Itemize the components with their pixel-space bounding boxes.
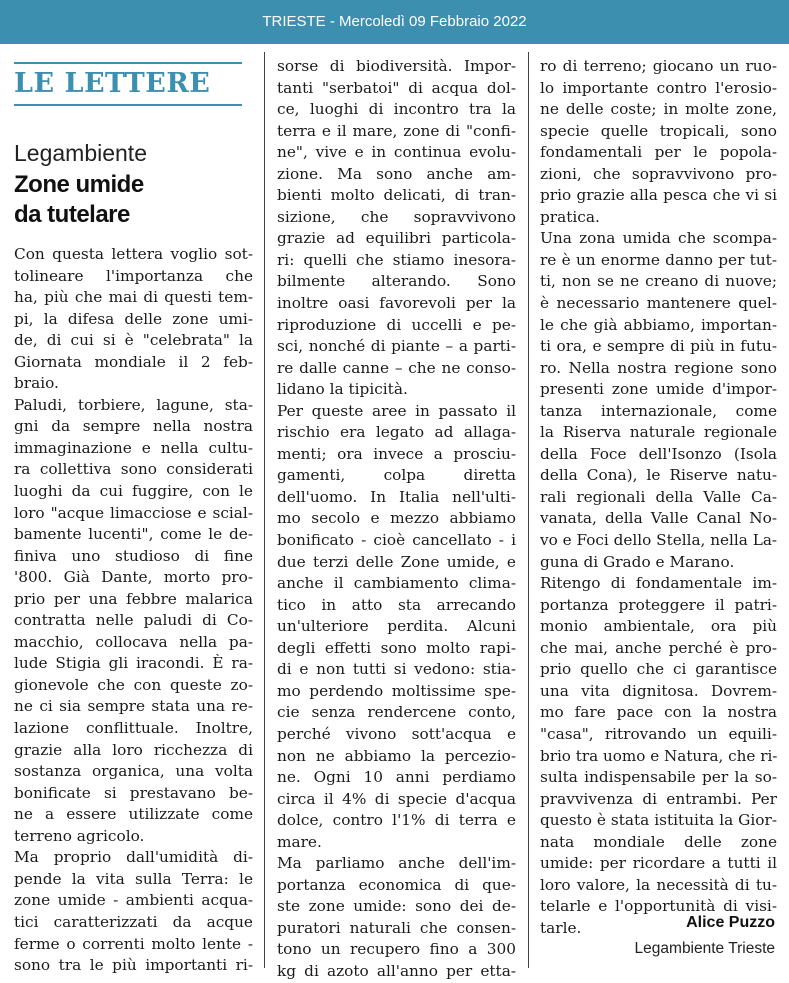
article-line: ha, più che mai di questi tem-: [14, 288, 253, 307]
article-line: Giornata mondiale il 2 feb-: [14, 352, 253, 371]
article-line: le che già abbiamo, importan-: [540, 315, 777, 334]
article-line: ra collettiva sono considerati: [14, 460, 253, 479]
article-line: tico in atto sta arrecando: [277, 595, 516, 614]
article-line: ne a essere utilizzate come: [14, 805, 253, 824]
article-line: ce, luoghi di incontro tra la: [277, 100, 516, 119]
article-line: la Riserva naturale regionale: [540, 423, 777, 442]
article-line: bienti molto delicati, di tran-: [277, 186, 516, 205]
article-line: sorse di biodiversità. Impor-: [277, 57, 516, 75]
article-line: ste zone umide: sono dei de-: [277, 897, 516, 916]
article-line: pratica.: [540, 207, 600, 226]
article-line: della Cona), le Riserve natu-: [540, 466, 777, 485]
article-line: bonificate si prestavano be-: [14, 783, 253, 802]
article-line: sulta indispensabile per la so-: [540, 768, 777, 787]
article-line: riproduzione di uccelli e pe-: [277, 315, 516, 334]
article-line: de, di cui si è "celebrata" la: [14, 331, 253, 350]
article-line: monio ambientale, ora più: [540, 617, 777, 636]
article-line: Con questa lettera voglio sot-: [14, 245, 253, 263]
signature-name: Alice Puzzo: [686, 914, 775, 931]
article-line: nata mondiale delle zone: [540, 832, 777, 851]
article-line: '800. Già Dante, morto pro-: [14, 568, 253, 587]
article-line: rischio era legato ad allaga-: [277, 423, 516, 442]
article-line: mo secolo e mezzo abbiamo: [277, 509, 516, 528]
dateline: TRIESTE - Mercoledì 09 Febbraio 2022: [262, 13, 527, 30]
article-line: ro di terreno; giocano un ruo-: [540, 57, 777, 75]
article-line: fondamentali per le popola-: [540, 143, 777, 162]
column-rule-2: [528, 52, 529, 968]
article-line: questo è stata istituita la Gior-: [540, 811, 777, 830]
article-line: Paludi, torbiere, lagune, sta-: [14, 395, 253, 414]
article-line: prio per una febbre malarica: [14, 589, 253, 608]
article-line: ro. Nella nostra regione sono: [540, 358, 777, 377]
article-line: tarle.: [540, 918, 582, 937]
article-line: kg di azoto all'anno per etta-: [277, 961, 516, 980]
article-line: macchio, collocava nella pa-: [14, 632, 253, 651]
article-line: prio grazie alla pesca che vi si: [540, 186, 777, 205]
article-line: immaginazione e nella cultu-: [14, 438, 253, 457]
article-line: inoltre oasi favorevoli per la: [277, 294, 516, 313]
article-line: pi, la difesa delle zone umi-: [14, 309, 253, 328]
article-line: pravvivenza di entrambi. Per: [540, 789, 777, 808]
article-line: perché vivono sott'acqua e: [277, 724, 516, 743]
article-line: dolce, contro l'1% di terra e: [277, 811, 516, 830]
article-line: ne ci sia sempre stata una re-: [14, 697, 253, 716]
article-line: mare.: [277, 832, 322, 851]
article-line: prio quello che ci garantisce: [540, 660, 777, 679]
article-column-3: [540, 56, 777, 939]
article-line: mo perdendo moltissime spe-: [277, 681, 516, 700]
article-line: gionevole che con queste zo-: [14, 675, 253, 694]
article-line: tolineare l'importanza che: [14, 266, 253, 285]
article-line: ne delle coste; in molte zone,: [540, 100, 777, 119]
article-line: sono tra le più importanti ri-: [14, 956, 253, 975]
article-line: dell'uomo. In Italia nell'ulti-: [277, 487, 516, 506]
article-line: degli effetti sono molto rapi-: [277, 638, 516, 657]
article-line: della Foce dell'Isonzo (Isola: [540, 444, 777, 463]
article-line: loro valore, la necessità di tu-: [540, 875, 777, 894]
article-line: puratori naturali che consen-: [277, 918, 516, 937]
article-line: tono un recupero fino a 300: [277, 940, 516, 959]
article-line: telarle e l'opportunità di visi-: [540, 897, 777, 916]
article-kicker: Legambiente: [14, 140, 147, 166]
article-line: menti; ora invece a prosciu-: [277, 444, 516, 463]
article-line: Una zona umida che scompa-: [540, 229, 777, 248]
article-line: grazie ad equilibri particola-: [277, 229, 516, 248]
article-line: ferme o correnti molto lente -: [14, 934, 253, 953]
article-line: cie senza rendercene conto,: [277, 703, 516, 722]
article-line: mo fare pace con la nostra: [540, 703, 777, 722]
article-line: grazie alla loro ricchezza di: [14, 740, 253, 759]
article-line: lude Stigia gli iracondi. È ra-: [14, 654, 253, 673]
article-line: guna di Grado e Marano.: [540, 552, 735, 571]
article-line: è necessario mantenere quel-: [540, 294, 777, 313]
article-line: una vita dignitosa. Dovrem-: [540, 681, 777, 700]
article-line: specie quelle tropicali, sono: [540, 121, 777, 140]
article-line: zone umide - ambienti acqua-: [14, 891, 253, 910]
article-line: lidano la tipicità.: [277, 380, 408, 399]
article-line: non ne abbiamo la percezio-: [277, 746, 516, 765]
article-line: zioni, che sopravvivono pro-: [540, 164, 777, 183]
article-line: re dalle canne – che ne conso-: [277, 358, 516, 377]
article-line: di e non tutti si vedono: stia-: [277, 660, 516, 679]
article-line: pende la vita sulla Terra: le: [14, 869, 253, 888]
article-line: tici caratterizzati da acque: [14, 912, 253, 931]
section-label: [14, 62, 242, 106]
article-line: re è un enorme danno per tut-: [540, 250, 777, 269]
article-line: loro "acque limacciose e scial-: [14, 503, 253, 522]
article-line: ti ora, e sempre di più in futu-: [540, 337, 777, 356]
article-line: vo e Foci dello Stella, nella La-: [540, 531, 778, 550]
article-line: anche il cambiamento clima-: [277, 574, 516, 593]
article-line: brio tra uomo e Natura, che ri-: [540, 746, 778, 765]
article-line: Ma parliamo anche dell'im-: [277, 854, 516, 873]
article-line: terreno agricolo.: [14, 826, 145, 845]
article-line: gni da sempre nella nostra: [14, 417, 253, 436]
article-line: terra e il mare, zone di "confi-: [277, 121, 516, 140]
section-title: LE LETTERE: [14, 68, 211, 99]
article-line: zione. Ma sono anche am-: [277, 164, 516, 183]
article-line: sizione, che sopravvivono: [277, 207, 516, 226]
article-line: lazione conflittuale. Inoltre,: [14, 719, 253, 738]
article-line: braio.: [14, 374, 59, 393]
article-line: Ritengo di fondamentale im-: [540, 574, 777, 593]
article-line: che mai, anche perché è pro-: [540, 638, 777, 657]
article-line: Ma proprio dall'umidità di-: [14, 848, 253, 867]
dateline-bar: [0, 0, 789, 44]
article-line: ri: quelli che stiamo inesora-: [277, 250, 516, 269]
article-line: umide: per ricordare a tutti il: [540, 854, 777, 873]
article-line: ti, non se ne creano di nuove;: [540, 272, 777, 291]
article-line: sostanza organica, una volta: [14, 762, 253, 781]
column-rule-1: [264, 52, 265, 968]
article-line: bamente lucenti", come le de-: [14, 525, 253, 544]
article-line: portanza proteggere il patri-: [540, 595, 777, 614]
article-line: finiva uno studioso di fine: [14, 546, 253, 565]
article-line: tanza internazionale, come: [540, 401, 777, 420]
article-line: vanata, della Valle Canal No-: [540, 509, 777, 528]
article-line: lo importante contro l'erosio-: [540, 78, 777, 97]
article-line: "casa", ritrovando un equili-: [540, 724, 777, 743]
article-line: luoghi da cui fuggire, con le: [14, 482, 253, 501]
article-line: rali regionali della Valle Ca-: [540, 487, 777, 506]
article-line: sci, nonché di piante – a parti-: [277, 337, 516, 356]
article-line: circa il 4% di specie d'acqua: [277, 789, 516, 808]
article-line: ne", vive e in continua evolu-: [277, 143, 516, 162]
article-line: Per queste aree in passato il: [277, 401, 516, 420]
article-column-2: [277, 56, 516, 983]
article-line: contratta nelle paludi di Co-: [14, 611, 253, 630]
article-line: due terzi delle Zone umide, e: [277, 552, 516, 571]
headline-line-2: da tutelare: [14, 201, 130, 228]
article-line: un'ulteriore perdita. Alcuni: [277, 617, 516, 636]
signature-org: Legambiente Trieste: [634, 940, 775, 957]
headline-line-1: Zone umide: [14, 171, 144, 198]
article-line: bilmente alterando. Sono: [277, 272, 516, 291]
article-line: ne. Ogni 10 anni perdiamo: [277, 768, 516, 787]
article-column-1: [14, 244, 253, 977]
article-line: portanza economica di que-: [277, 875, 516, 894]
article-line: gamenti, colpa diretta: [277, 466, 516, 485]
article-headline: [14, 170, 254, 230]
article-line: presenti zone umide d'impor-: [540, 380, 777, 399]
article-line: bonificato - cioè cancellato - i: [277, 531, 516, 550]
article-line: tanti "serbatoi" di acqua dol-: [277, 78, 516, 97]
